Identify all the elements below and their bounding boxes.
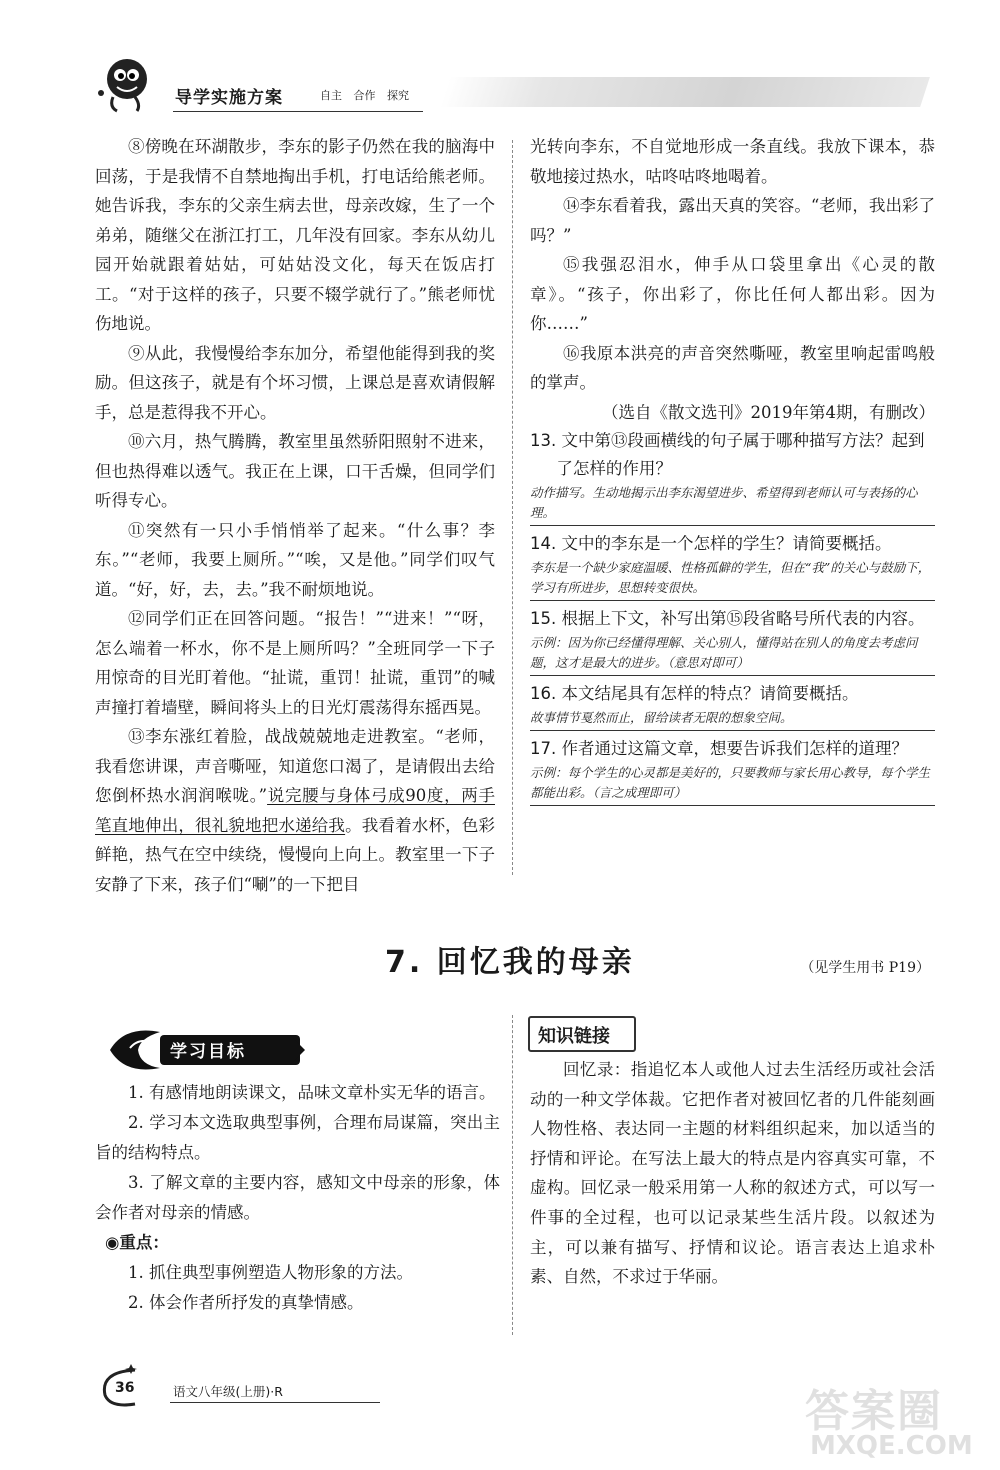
reading-passage-right [530,132,935,810]
source-citation: （选自《散文选刊》2019年第4期，有删改） [602,402,935,422]
paragraph-13 [95,722,495,899]
page-number-swirl-icon [95,1360,175,1410]
paragraph-14: ⑭李东看着我，露出天真的笑容。“老师，我出彩了吗？” [530,196,935,245]
answer-16: 故事情节戛然而止，留给读者无限的想象空间。 [530,708,935,731]
header-rule [173,111,423,112]
paragraph-13-rest: 。我看着水杯，色彩鲜艳，热气在空中续绕，慢慢向上向上。教室里一下子安静了下来，孩子们“唰”的一下把目 [95,815,496,894]
question-14: 14. 文中的李东是一个怎样的学生？请简要概括。 [530,534,892,553]
goal-item-2: 2. 学习本文选取典型事例，合理布局谋篇，突出主旨的结构特点。 [95,1113,500,1162]
header-band [440,77,930,107]
page-header [95,55,935,117]
paragraph-10: ⑩六月，热气腾腾，教室里虽然骄阳照射不进来，但也热得难以透气。我正在上课，口干舌燥，但同学们听得专心。 [95,432,495,510]
question-16: 16. 本文结尾具有怎样的特点？请简要概括。 [530,684,859,703]
footer-rule [170,1402,380,1403]
paragraph-16: ⑯我原本洪亮的声音突然嘶哑，教室里响起雷鸣般的掌声。 [530,343,935,392]
knowledge-paragraph: 回忆录：指追忆本人或他人过去生活经历或社会活动的一种文学体裁。它把作者对被回忆者的几件能刻画人物性格、表达同一主题的材料组织起来，加以适当的抒情和评论。在写法上最大的特点是内容真实可靠，不虚构。回忆录一般采用第一人称的叙述方式，可以写一件事的全过程，也可以记录某些生活片段。以叙述为主，可以兼有描写、抒情和议论。语言表达上追求朴素、自然，不求过于华丽。 [530,1060,935,1287]
student-book-reference: （见学生用书 P19） [800,960,930,976]
key-point-2: 2. 体会作者所抒发的真挚情感。 [128,1293,364,1312]
paragraph-9: ⑨从此，我慢慢给李东加分，希望他能得到我的奖励。但这孩子，就是有个坏习惯，上课总是喜欢请假解手，总是惹得我不开心。 [95,343,495,422]
paragraph-12: ⑫同学们正在回答问题。“报告！”“进来！”“呀，怎么端着一杯水，你不是上厕所吗？”全班同学一下子用惊奇的目光盯着他。“扯谎，重罚！扯谎，重罚”的喊声撞打着墙壁，瞬间将头上的日光灯震荡得东摇西晃。 [95,609,495,717]
goal-item-1: 1. 有感情地朗读课文，品味文章朴实无华的语言。 [128,1083,496,1102]
paragraph-8: ⑧傍晚在环湖散步，李东的影子仍然在我的脑海中回荡，于是我情不自禁地掏出手机，打电话给熊老师。她告诉我，李东的父亲生病去世，母亲改嫁，生了一个弟弟，随继父在浙江打工，几年没有回家。李东从幼儿园开始就跟着姑姑，可姑姑没文化，每天在饭店打工。“对于这样的孩子，只要不辍学就行了。”熊老师忧伤地说。 [95,137,495,333]
book-label: 语文八年级(上册)·R [173,1384,283,1399]
knowledge-link-badge [528,1016,636,1052]
key-point-1: 1. 抓住典型事例塑造人物形象的方法。 [128,1263,413,1282]
question-17: 17. 作者通过这篇文章，想要告诉我们怎样的道理？ [530,739,908,758]
answer-17: 示例：每个学生的心灵都是美好的，只要教师与家长用心教导，每个学生都能出彩。（言之成理即可） [530,763,935,806]
mascot-icon [95,55,167,115]
page-footer [95,1360,395,1410]
paragraph-15: ⑮我强忍泪水，伸手从口袋里拿出《心灵的散章》。“孩子，你出彩了，你比任何人都出彩。因为你……” [530,255,935,333]
reading-passage-left [95,132,495,899]
key-points-heading: ◉重点： [105,1233,169,1252]
header-title: 导学实施方案 [175,88,283,108]
learning-goals [95,1078,500,1318]
paragraph-13-text: ⑬李东涨红着脸，战战兢兢地走进教室。“老师，我看您讲课，声音嘶哑，知道您口渴了，是请假出去给您倒杯热水润润喉咙。” [95,727,495,805]
page-number: 36 [115,1380,135,1396]
bottom-column-divider [512,1015,513,1335]
answer-13: 动作描写。生动地揭示出李东渴望进步、希望得到老师认可与表扬的心理。 [530,483,935,526]
watermark-logo [805,1375,995,1465]
watermark-text: 答案圈 [805,1386,943,1437]
knowledge-text [530,1055,935,1292]
learning-goals-label: 学习目标 [170,1042,246,1062]
answer-14: 李东是一个缺少家庭温暖、性格孤僻的学生，但在“我”的关心与鼓励下，学习有所进步，思想转变很快。 [530,558,935,601]
watermark-url: MXQE.COM [810,1431,973,1461]
header-subtitle: 自主 合作 探究 [320,89,409,102]
paragraph-11: ⑪突然有一只小手悄悄举了起来。“什么事？李东。”“老师，我要上厕所。”“唉，又是他。”同学们叹气道。“好，好，去，去。”我不耐烦地说。 [95,520,495,599]
question-13: 13. 文中第⑬段画横线的句子属于哪种描写方法？起到了怎样的作用？ [530,431,925,478]
learning-goals-badge [100,1020,305,1075]
underlined-sentence: 说完腰与身体弓成90度，两手笔直地伸出，很礼貌地把水递给我 [95,786,495,835]
question-list [530,427,935,806]
chapter-title: 7. 回忆我的母亲 [385,945,635,980]
chapter-heading [95,935,935,985]
paragraph-13-continued: 光转向李东，不自觉地形成一条直线。我放下课本，恭敬地接过热水，咕咚咕咚地喝着。 [530,137,935,186]
answer-15: 示例：因为你已经懂得理解、关心别人，懂得站在别人的角度去考虑问题，这才是最大的进步。（意思对即可） [530,633,935,676]
question-15: 15. 根据上下文，补写出第⑮段省略号所代表的内容。 [530,609,925,628]
column-divider [512,140,513,875]
knowledge-link-label: 知识链接 [538,1026,610,1047]
goal-item-3: 3. 了解文章的主要内容，感知文中母亲的形象，体会作者对母亲的情感。 [95,1173,500,1222]
